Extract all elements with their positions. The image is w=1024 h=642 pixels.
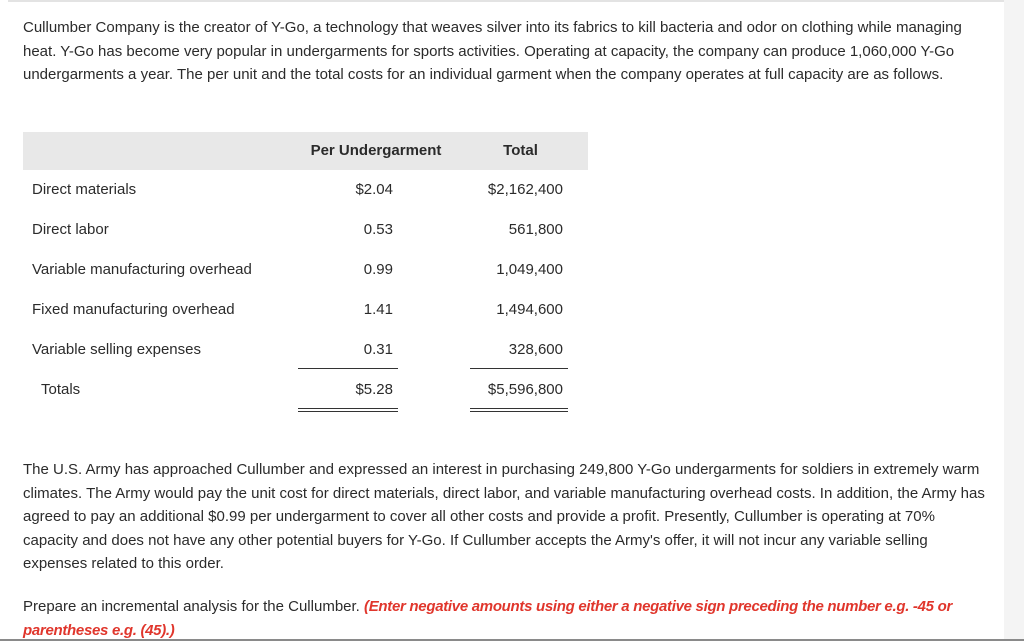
right-scroll-gutter (1004, 0, 1024, 641)
prepare-instruction (23, 595, 991, 642)
row-label: Variable manufacturing overhead (32, 261, 252, 278)
negative-amount-instruction-cont: parentheses e.g. (45).) (23, 621, 175, 639)
row-total: 561,800 (508, 221, 563, 238)
prepare-text: Prepare an incremental analysis for the Cullumber. (23, 598, 360, 615)
totals-row (23, 370, 588, 410)
total-double-rule-total-top (470, 408, 568, 409)
total-double-rule-per-top (298, 408, 398, 409)
header-total: Total (503, 142, 538, 159)
row-label: Direct materials (32, 181, 137, 198)
row-label: Fixed manufacturing overhead (32, 301, 235, 318)
row-per-unit: $2.04 (355, 181, 393, 198)
table-row (23, 250, 588, 290)
top-divider (8, 0, 1024, 2)
totals-total: $5,596,800 (487, 381, 563, 398)
table-row (23, 170, 588, 210)
row-per-unit: 0.31 (363, 341, 393, 358)
row-per-unit: 1.41 (363, 301, 393, 318)
total-double-rule-total-bottom (470, 411, 568, 412)
total-double-rule-per-bottom (298, 411, 398, 412)
table-row (23, 330, 588, 370)
totals-label: Totals (41, 381, 81, 398)
negative-amount-instruction: (Enter negative amounts using either a negative sign preceding the number e.g. -45 or (364, 598, 952, 615)
row-label: Variable selling expenses (32, 341, 201, 358)
intro-paragraph: Cullumber Company is the creator of Y-Go, a technology that weaves silver into its fabrics to kill bacteria and odor on clothing while managing heat. Y-Go has become very popular in undergarments for sports activities. Operating at capacity, the company can produce 1,060,000 Y-Go undergarments a year. The per unit and the total costs for an individual garment when the company operates at full capacity are as follows. (23, 19, 962, 83)
row-total: $2,162,400 (487, 181, 563, 198)
subtotal-rule-total (470, 368, 568, 369)
table-header (23, 132, 588, 170)
totals-per-unit: $5.28 (355, 381, 393, 398)
row-per-unit: 0.99 (363, 261, 393, 278)
subtotal-rule-per (298, 368, 398, 369)
row-total: 328,600 (508, 341, 563, 358)
table-row (23, 290, 588, 330)
header-per-undergarment: Per Undergarment (310, 142, 442, 159)
army-offer-paragraph: The U.S. Army has approached Cullumber and expressed an interest in purchasing 249,800 Y-Go undergarments for soldiers in extremely warm climates. The Army would pay the unit cost for direct materials, direct labor, and variable manufacturing overhead costs. In addition, the Army has agreed to pay an additional $0.99 per undergarment to cover all other costs and provide a profit. Presently, Cullumber is operating at 70% capacity and does not have any other potential buyers for Y-Go. If Cullumber accepts the Army's offer, it will not incur any variable selling expenses related to this order. (23, 461, 985, 572)
row-label: Direct labor (32, 221, 109, 238)
row-per-unit: 0.53 (363, 221, 393, 238)
row-total: 1,049,400 (496, 261, 563, 278)
row-total: 1,494,600 (496, 301, 563, 318)
table-row (23, 210, 588, 250)
